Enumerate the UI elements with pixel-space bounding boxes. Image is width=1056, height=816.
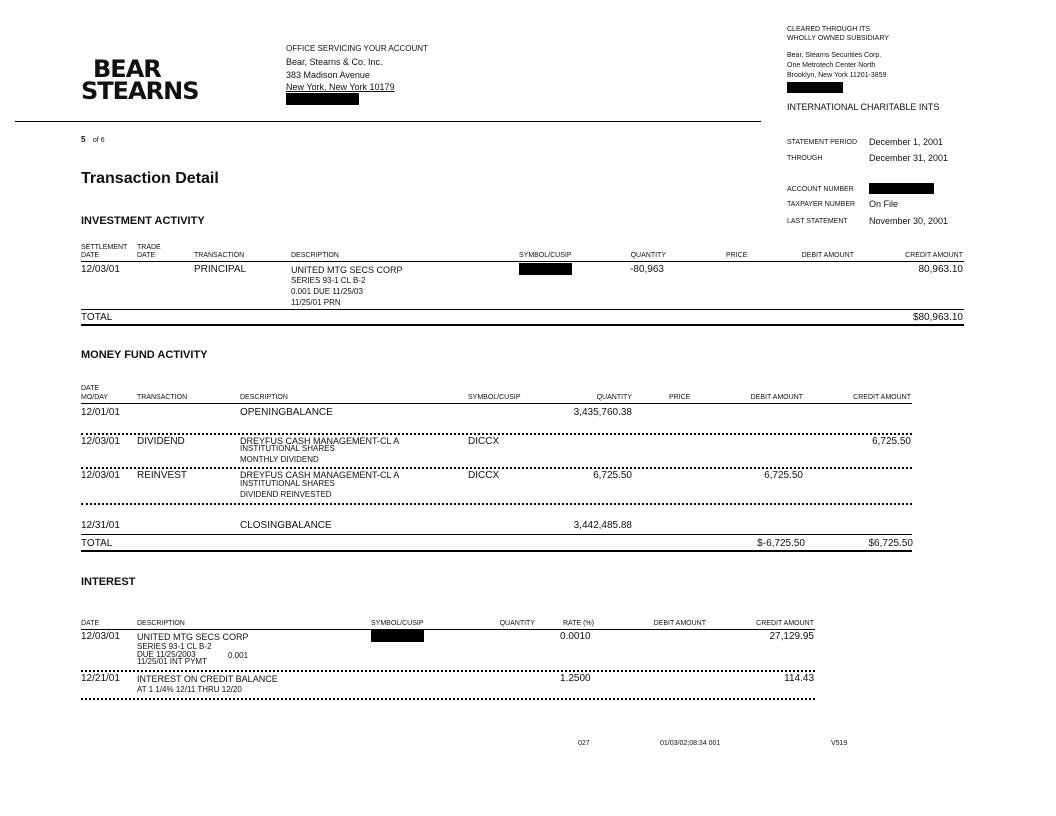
account-number-label: ACCOUNT NUMBER (787, 186, 854, 193)
mf-r3-txn: REINVEST (137, 470, 188, 481)
int-r2-rate: 1.2500 (560, 673, 591, 684)
int-h-rate: RATE (%) (563, 620, 594, 627)
mf-r2-desc-2: INSTITUTIONAL SHARES (240, 444, 335, 453)
mf-h-moday: MO/DAY (81, 394, 109, 401)
inv-h-trade: TRADE (137, 244, 161, 251)
redacted-account-number (869, 183, 934, 194)
redacted-interest-cusip (371, 630, 424, 642)
int-h-date: DATE (81, 620, 100, 627)
through-label: THROUGH (787, 155, 823, 162)
int-h-debit: DEBIT AMOUNT (653, 620, 706, 627)
int-h-quantity: QUANTITY (499, 620, 535, 627)
taxpayer-label: TAXPAYER NUMBER (787, 201, 856, 208)
mf-total-debit: $-6,725.50 (757, 538, 805, 549)
office-name: Bear, Stearns & Co. Inc. (286, 57, 383, 67)
int-r2-desc-2: AT 1 1/4% 12/11 THRU 12/20 (137, 685, 242, 694)
clearing-line-1: CLEARED THROUGH ITS (787, 26, 871, 33)
inv-h-debit: DEBIT AMOUNT (801, 252, 854, 259)
inv-desc-4: 11/25/01 PRN (291, 298, 341, 307)
mf-dotted-rule-3 (81, 503, 912, 505)
inv-desc-3: 0.001 DUE 11/25/03 (291, 287, 363, 296)
int-dotted-rule-1 (81, 670, 815, 672)
mf-h-credit: CREDIT AMOUNT (853, 394, 911, 401)
int-r1-desc-3b: 0.001 (228, 651, 249, 660)
inv-h-description: DESCRIPTION (291, 252, 339, 259)
int-r2-credit: 114.43 (784, 673, 814, 684)
inv-total-credit: $80,963.10 (912, 312, 963, 323)
redacted-clearing-phone (787, 82, 843, 93)
mf-r2-credit: 6,725.50 (872, 436, 911, 447)
mf-r1-date: 12/01/01 (81, 407, 120, 418)
last-statement-label: LAST STATEMENT (787, 218, 848, 225)
mf-r3-desc-2: INSTITUTIONAL SHARES (240, 479, 335, 488)
mf-h-price: PRICE (669, 394, 691, 401)
inv-h-settlement: SETTLEMENT (81, 244, 128, 251)
page-number: 5 (81, 135, 86, 144)
interest-heading: INTEREST (81, 576, 136, 588)
inv-h-credit: CREDIT AMOUNT (905, 252, 963, 259)
mf-r2-symbol: DICCX (468, 436, 500, 447)
mf-r4-qty: 3,442,485.88 (573, 520, 632, 531)
inv-total-top-rule (81, 309, 964, 310)
mf-r1-desc: OPENINGBALANCE (240, 407, 333, 418)
inv-h-price: PRICE (726, 252, 748, 259)
inv-header-rule (81, 261, 964, 262)
inv-h-quantity: QUANTITY (630, 252, 666, 259)
int-h-credit: CREDIT AMOUNT (756, 620, 814, 627)
money-heading: MONEY FUND ACTIVITY (81, 349, 208, 361)
int-r1-desc-2: SERIES 93-1 CL B-2 (137, 642, 212, 651)
mf-r3-desc-3: DIVIDEND REINVESTED (240, 490, 332, 499)
inv-total-bottom-rule (81, 324, 964, 326)
mf-r3-debit: 6,725.50 (764, 470, 803, 481)
bear-stearns-logo (81, 55, 199, 105)
inv-date: 12/03/01 (81, 264, 120, 275)
footer-code-1: 027 (578, 740, 590, 747)
int-h-symbol: SYMBOL/CUSIP (371, 620, 424, 627)
page-indicator (81, 129, 105, 147)
mf-r4-date: 12/31/01 (81, 520, 120, 531)
period-value: December 1, 2001 (869, 137, 944, 147)
investment-heading: INVESTMENT ACTIVITY (81, 215, 205, 227)
header-divider (15, 121, 761, 122)
logo-line-1: BEAR (93, 55, 161, 83)
clearing-corp: Bear, Stearns Securities Corp. (787, 52, 882, 59)
int-r2-desc-1: INTEREST ON CREDIT BALANCE (137, 674, 278, 684)
inv-desc-2: SERIES 93-1 CL B-2 (291, 276, 366, 285)
mf-h-symbol: SYMBOL/CUSIP (468, 394, 521, 401)
inv-h-trade-date: DATE (137, 252, 156, 259)
inv-h-settlement-date: DATE (81, 252, 100, 259)
mf-r3-symbol: DICCX (468, 470, 500, 481)
account-name: INTERNATIONAL CHARITABLE INTS (787, 102, 940, 112)
footer-code-2: 01/03/02;08:34 001 (660, 740, 721, 747)
period-label: STATEMENT PERIOD (787, 139, 858, 146)
mf-total-label: TOTAL (81, 538, 113, 549)
mf-h-quantity: QUANTITY (596, 394, 632, 401)
mf-total-top-rule (81, 534, 912, 535)
through-value: December 31, 2001 (869, 153, 949, 163)
int-dotted-rule-2 (81, 698, 815, 700)
mf-h-debit: DEBIT AMOUNT (750, 394, 803, 401)
mf-dotted-rule-2 (81, 467, 912, 469)
int-r1-date: 12/03/01 (81, 631, 120, 642)
mf-r2-date: 12/03/01 (81, 436, 120, 447)
mf-r2-txn: DIVIDEND (137, 436, 185, 447)
mf-r3-qty: 6,725.50 (593, 470, 632, 481)
clearing-line-2: WHOLLY OWNED SUBSIDIARY (787, 35, 889, 42)
mf-h-date: DATE (81, 385, 100, 392)
mf-r3-date: 12/03/01 (81, 470, 120, 481)
mf-r2-desc-1: DREYFUS CASH MANAGEMENT-CL A (240, 436, 400, 446)
taxpayer-value: On File (869, 199, 899, 209)
int-r1-desc-4: 11/25/01 INT PYMT (137, 657, 207, 666)
office-city: New York, New York 10179 (286, 82, 395, 92)
page-of: of 6 (92, 137, 105, 144)
mf-r2-desc-3: MONTHLY DIVIDEND (240, 455, 319, 464)
mf-h-transaction: TRANSACTION (137, 394, 188, 401)
inv-total-label: TOTAL (81, 312, 113, 323)
int-r1-credit: 27,129.95 (769, 631, 814, 642)
clearing-street: One Metrotech Center North (787, 62, 876, 69)
mf-header-rule (81, 403, 912, 404)
footer-code-3: V519 (831, 740, 848, 747)
mf-dotted-rule-1 (81, 433, 912, 435)
int-r1-desc-1: UNITED MTG SECS CORP (137, 632, 249, 642)
int-r1-desc-3: DUE 11/25/2003 (137, 650, 196, 659)
int-header-rule (81, 629, 815, 630)
logo-line-2: STEARNS (81, 77, 199, 105)
page-title: Transaction Detail (81, 170, 219, 187)
office-heading: OFFICE SERVICING YOUR ACCOUNT (286, 44, 428, 53)
mf-h-description: DESCRIPTION (240, 394, 288, 401)
int-r2-date: 12/21/01 (81, 673, 120, 684)
inv-h-symbol: SYMBOL/CUSIP (519, 252, 572, 259)
inv-transaction: PRINCIPAL (194, 264, 247, 275)
inv-h-transaction: TRANSACTION (194, 252, 245, 259)
mf-r1-qty: 3,435,760.38 (573, 407, 632, 418)
int-h-description: DESCRIPTION (137, 620, 185, 627)
int-r1-rate: 0.0010 (560, 631, 591, 642)
inv-quantity: -80,963 (630, 264, 664, 275)
inv-desc-1: UNITED MTG SECS CORP (291, 265, 403, 275)
clearing-city: Brooklyn, New York 11201-3859 (787, 72, 887, 79)
mf-r4-desc: CLOSINGBALANCE (240, 520, 332, 531)
mf-total-bottom-rule (81, 550, 912, 552)
inv-credit: 80,963.10 (918, 264, 963, 275)
redacted-office-phone (286, 93, 359, 105)
last-statement-value: November 30, 2001 (869, 216, 949, 226)
mf-r3-desc-1: DREYFUS CASH MANAGEMENT-CL A (240, 470, 400, 480)
office-street: 383 Madison Avenue (286, 70, 370, 80)
mf-total-credit: $6,725.50 (868, 538, 913, 549)
